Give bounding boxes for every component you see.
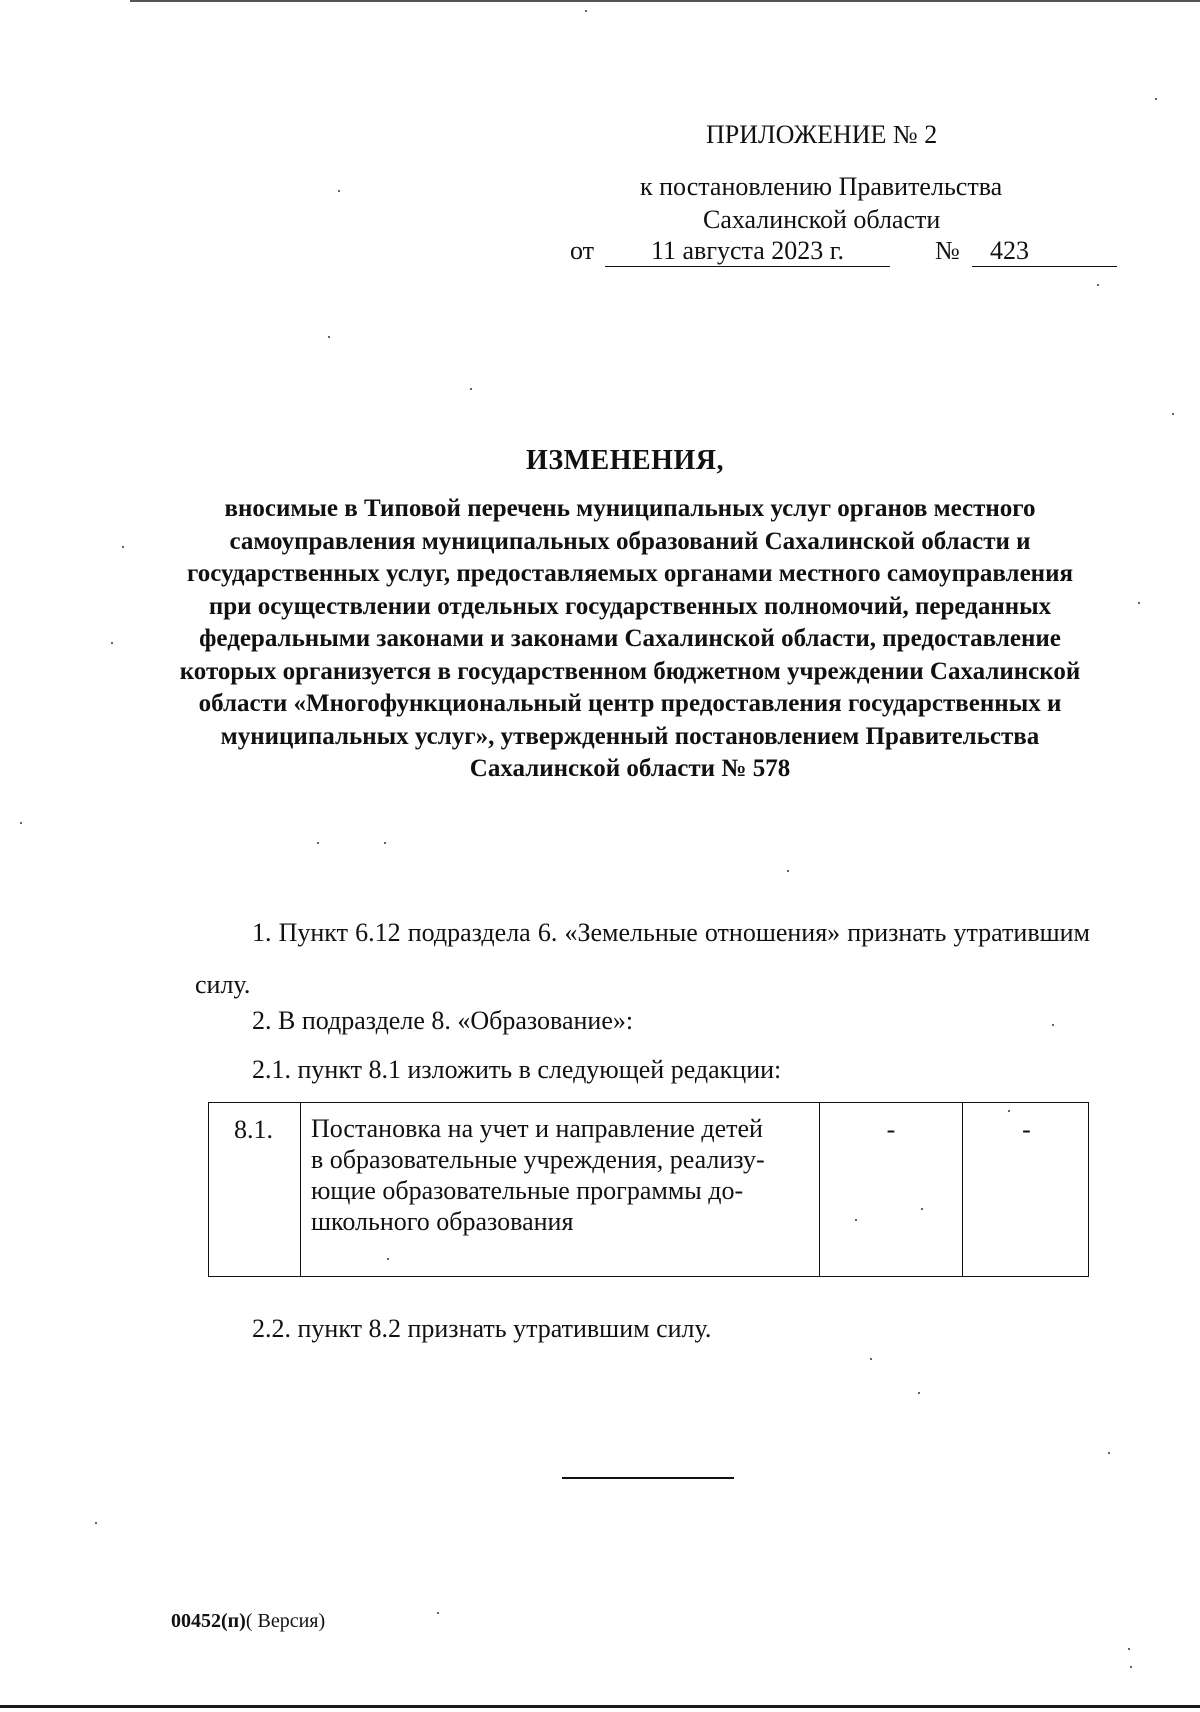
- scan-speck: [1130, 1666, 1132, 1668]
- table-cell-column-b: [963, 1103, 1090, 1276]
- document-subheading: вносимые в Типовой перечень муниципальных услуг органов местного самоуправления муниципальных образований Сахалинской области и государственных услуг, предоставляемых органами местного самоуправления при осуществлении отдельных государственных полномочий, переданных федеральными законами и законами Сахалинской области, предоставление которых организуется в государственном бюджетном учреждении Сахалинской области «Многофункциональный центр предоставления государственных и муниципальных услуг», утвержденный постановлением Правительства Сахалинской области № 578: [179, 495, 1081, 782]
- scan-speck: [1172, 413, 1174, 415]
- decree-date-row: [570, 236, 1120, 272]
- scan-bottom-edge: [0, 1705, 1200, 1708]
- service-description: [311, 1113, 816, 1237]
- item-2-1: 2.1. пункт 8.1 изложить в следующей редакции:: [252, 1055, 782, 1084]
- table-cell-column-a: [820, 1103, 963, 1276]
- region-name: Сахалинской области: [703, 205, 941, 234]
- scan-top-edge: [130, 0, 1200, 2]
- scan-speck: [585, 10, 587, 12]
- column-b-value: -: [1022, 1115, 1031, 1144]
- decree-number: 423: [990, 236, 1029, 265]
- item-1: 1. Пункт 6.12 подраздела 6. «Земельные отношения» признать утратившим силу.: [195, 918, 1090, 999]
- scan-speck: [855, 1219, 857, 1221]
- scan-speck: [921, 1208, 923, 1210]
- scan-speck: [1155, 98, 1157, 100]
- footer-code: [171, 1610, 325, 1633]
- service-line: ющие образовательные программы до-: [311, 1176, 744, 1205]
- service-line: Постановка на учет и направление детей: [311, 1114, 763, 1143]
- number-label: №: [935, 236, 960, 265]
- scan-speck: [122, 546, 124, 548]
- amendment-table: [208, 1102, 1089, 1277]
- scan-speck: [328, 336, 330, 338]
- item-2: 2. В подразделе 8. «Образование»:: [252, 1006, 634, 1035]
- scan-speck: [20, 822, 22, 824]
- scan-speck: [918, 1392, 920, 1394]
- service-number: 8.1.: [234, 1115, 273, 1144]
- scan-speck: [1108, 1452, 1110, 1454]
- scan-speck: [338, 190, 340, 192]
- appendix-label: ПРИЛОЖЕНИЕ № 2: [706, 120, 938, 149]
- column-a-value: -: [886, 1115, 896, 1144]
- scan-speck: [470, 388, 472, 390]
- scan-speck: [1008, 1110, 1010, 1112]
- closing-rule: [562, 1477, 734, 1479]
- service-line: в образовательные учреждения, реализу-: [311, 1145, 765, 1174]
- scan-speck: [384, 842, 386, 844]
- from-label: от: [570, 236, 595, 265]
- scan-speck: [1052, 1024, 1054, 1026]
- version-label: ( Версия): [245, 1610, 326, 1632]
- service-line: школьного образования: [311, 1207, 574, 1236]
- scan-speck: [787, 870, 789, 872]
- scan-speck: [1128, 1648, 1130, 1650]
- document-heading: ИЗМЕНЕНИЯ,: [526, 445, 724, 476]
- scan-speck: [111, 642, 113, 644]
- table-cell-service: [301, 1103, 820, 1276]
- table-cell-number: [209, 1103, 301, 1276]
- decree-reference: к постановлению Правительства: [640, 172, 1003, 201]
- scan-speck: [1097, 284, 1099, 286]
- scan-speck: [1138, 602, 1140, 604]
- scan-speck: [317, 842, 319, 844]
- decree-number-field: [972, 236, 1117, 267]
- scan-speck: [387, 1258, 389, 1260]
- scan-speck: [437, 1612, 439, 1614]
- decree-date: 11 августа 2023 г.: [605, 236, 890, 267]
- document-code: 00452(п): [171, 1610, 246, 1632]
- item-2-2: 2.2. пункт 8.2 признать утратившим силу.: [252, 1314, 712, 1343]
- scan-speck: [95, 1522, 97, 1524]
- scan-speck: [870, 1358, 872, 1360]
